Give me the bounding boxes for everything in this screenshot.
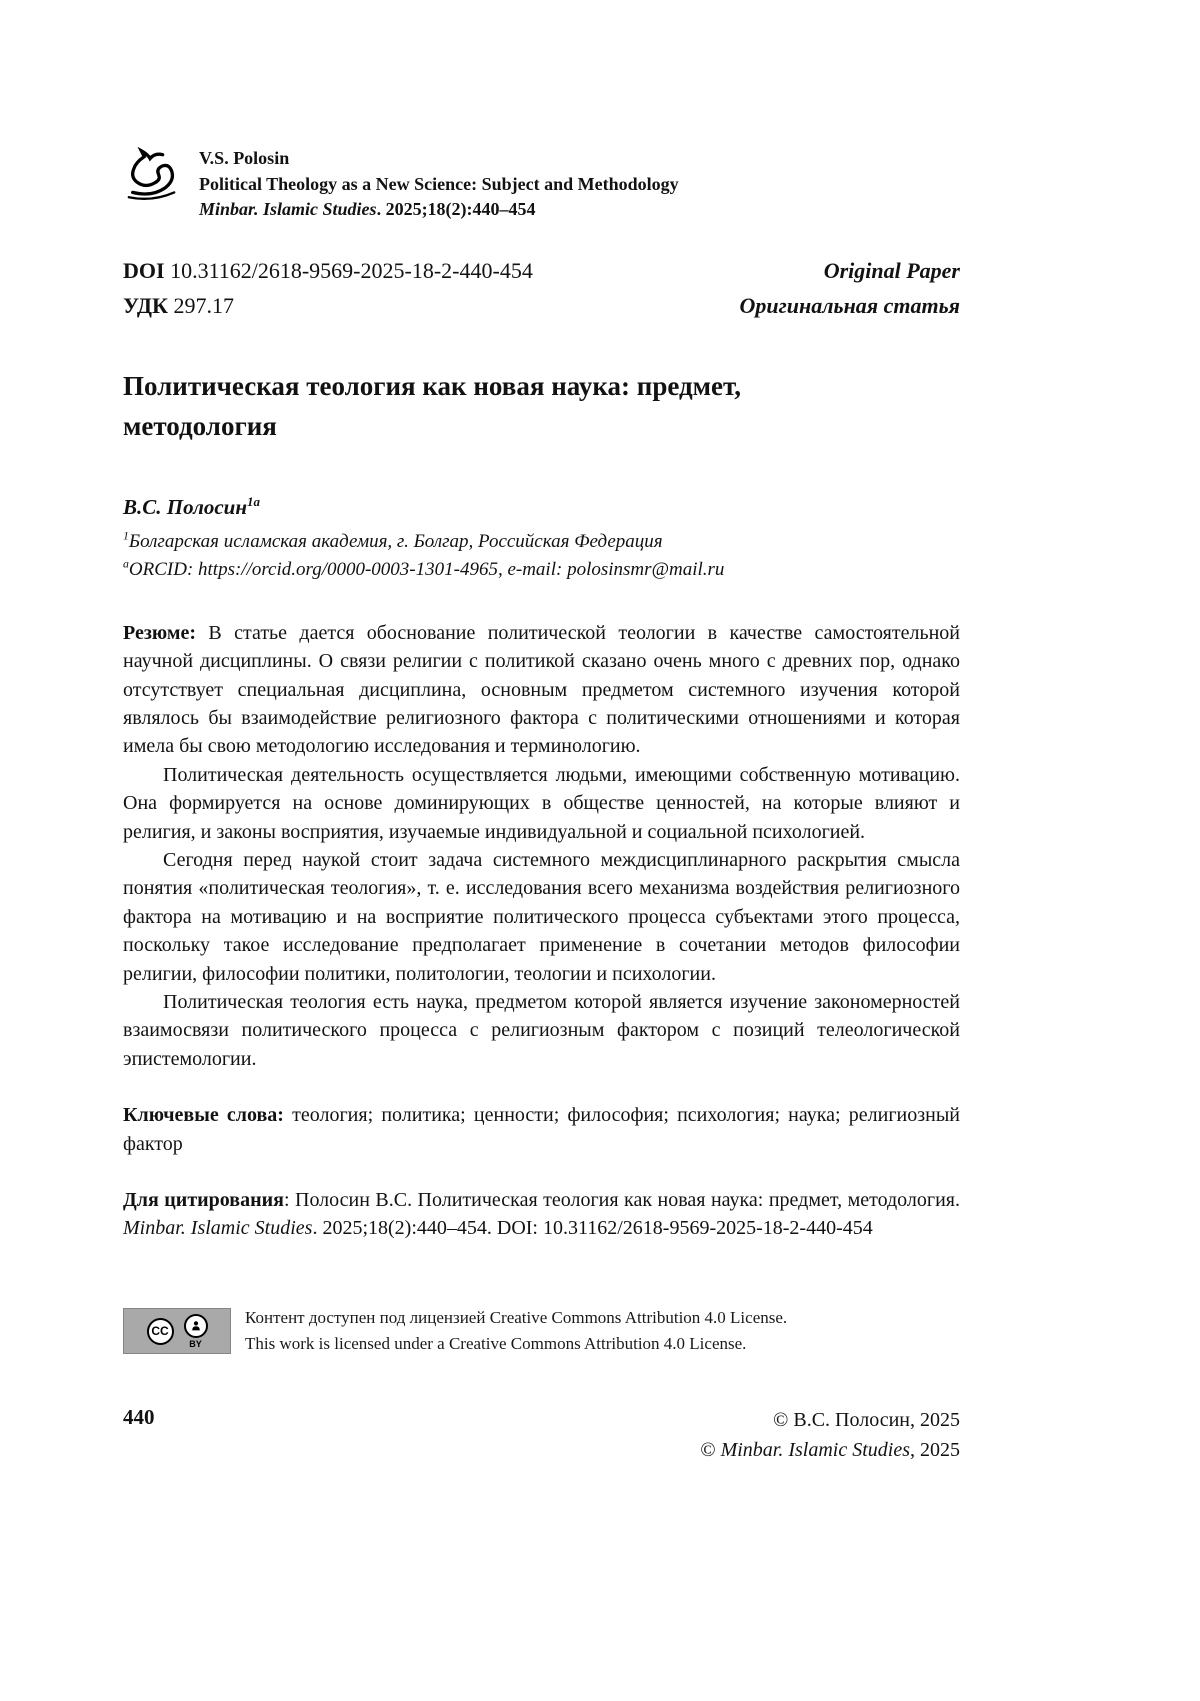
affiliation-line: [123, 528, 960, 557]
citation-label: Для цитирования: [123, 1188, 284, 1211]
license-line-en: This work is licensed under a Creative Commons Attribution 4.0 License.: [245, 1334, 747, 1354]
citation-section: [123, 1186, 960, 1243]
copyright-journal-pre: ©: [700, 1439, 721, 1462]
udk-row: [123, 288, 960, 324]
author-name-text: В.С. Полосин: [123, 494, 248, 519]
keywords-section: [123, 1101, 960, 1158]
abstract-paragraph-4: Политическая теология есть наука, предметом которой является изучение закономерностей взаимосвязи политического процесса с религиозным фактором с позиций телеологической эпистемологии.: [123, 990, 960, 1070]
citation-pre-text: : Полосин В.С. Политическая теология как новая наука: предмет, методология.: [283, 1188, 960, 1211]
running-header: [123, 146, 960, 223]
keywords-label: Ключевые слова:: [123, 1104, 284, 1127]
cc-by-group: [184, 1314, 208, 1349]
header-journal-ref: [199, 197, 679, 223]
copyright-journal-line: [700, 1435, 960, 1465]
copyright-journal-name: Minbar. Islamic Studies: [720, 1439, 910, 1462]
author-superscript: 1a: [247, 493, 261, 509]
abstract-paragraph-2: Политическая деятельность осуществляется людьми, имеющими собственную мотивацию. Она формируется на основе доминирующих в обществе ценностей, на которые влияют и религия, и законы восприятия, изучаемые индивидуальной и социальной психологией.: [123, 763, 960, 843]
doi-line: [123, 253, 533, 289]
header-journal-name: Minbar. Islamic Studies: [199, 199, 377, 220]
doi-label: DOI: [123, 257, 165, 283]
udk-line: [123, 288, 234, 324]
paper-type-en: Original Paper: [823, 257, 960, 283]
abstract-paragraph-1-text: В статье дается обоснование политической теологии в качестве самостоятельной научной дисциплины. О связи религии с политикой сказано очень много с древних пор, однако отсутствует специальная дисциплина, основным предметом системного изучения которой являлось бы взаимодействие религиозного фактора с политическими отношениями и которая имела бы свою методологию исследования и терминологию.: [123, 621, 960, 758]
abstract-section: [123, 619, 960, 1073]
person-icon: [184, 1314, 208, 1338]
header-article-title: Political Theology as a New Science: Subject and Methodology: [199, 173, 679, 194]
page-footer: [123, 1405, 960, 1465]
doi-value: 10.31162/2618-9569-2025-18-2-440-454: [164, 257, 533, 283]
doi-row: [123, 253, 960, 289]
article-title: Политическая теология как новая наука: предмет, методология: [123, 370, 741, 442]
affiliation-text: Болгарская исламская академия, г. Болгар, Российская Федерация: [128, 530, 663, 552]
running-header-text: [199, 146, 679, 223]
header-issue: . 2025;18(2):440–454: [376, 199, 536, 220]
author-block: [123, 495, 960, 585]
orcid-text: ORCID: https://orcid.org/0000-0003-1301-4965, e-mail: polosinsmr@mail.ru: [128, 559, 725, 581]
keywords-text: теология; политика; ценности; философия; психология; наука; религиозный фактор: [123, 1104, 960, 1155]
copyright-author-line: © В.С. Полосин, 2025: [773, 1409, 960, 1432]
citation-post-text: . 2025;18(2):440–454. DOI: 10.31162/2618-9569-2025-18-2-440-454: [312, 1217, 873, 1240]
cc-by-badge: [123, 1308, 231, 1354]
abstract-paragraph-3: Сегодня перед наукой стоит задача системного междисциплинарного раскрытия смысла понятия «политическая теология», т. е. исследования всего механизма воздействия религиозного фактора на мотивацию и на восприятие политического процесса субъектами этого процесса, поскольку такое исследование предполагает применение в сочетании методов философии религии, философии политики, политологии, теологии и психологии.: [123, 849, 960, 985]
by-label: BY: [189, 1338, 202, 1349]
affiliation-superscript: 1: [123, 529, 129, 543]
header-author: V.S. Polosin: [199, 148, 290, 168]
orcid-line: [123, 556, 960, 585]
copyright-journal-post: , 2025: [910, 1439, 960, 1462]
cc-icon-text: CC: [151, 1324, 169, 1339]
abstract-label: Резюме:: [123, 621, 197, 644]
author-name: [123, 495, 960, 520]
license-text-block: [245, 1305, 787, 1358]
license-line-ru: Контент доступен под лицензией Creative Commons Attribution 4.0 License.: [245, 1307, 788, 1327]
udk-value: 297.17: [168, 293, 235, 319]
article-meta: [123, 253, 960, 324]
paper-type-ru: Оригинальная статья: [739, 293, 960, 319]
page-number: 440: [123, 1405, 155, 1430]
udk-label: УДК: [123, 293, 169, 319]
copyright-block: [700, 1405, 960, 1465]
cc-icon: [147, 1318, 174, 1345]
orcid-superscript: a: [123, 558, 129, 572]
abstract-paragraph-1: [123, 619, 960, 761]
citation-journal-name: Minbar. Islamic Studies: [123, 1217, 313, 1240]
journal-logo-icon: [123, 146, 181, 209]
license-row: [123, 1305, 960, 1358]
